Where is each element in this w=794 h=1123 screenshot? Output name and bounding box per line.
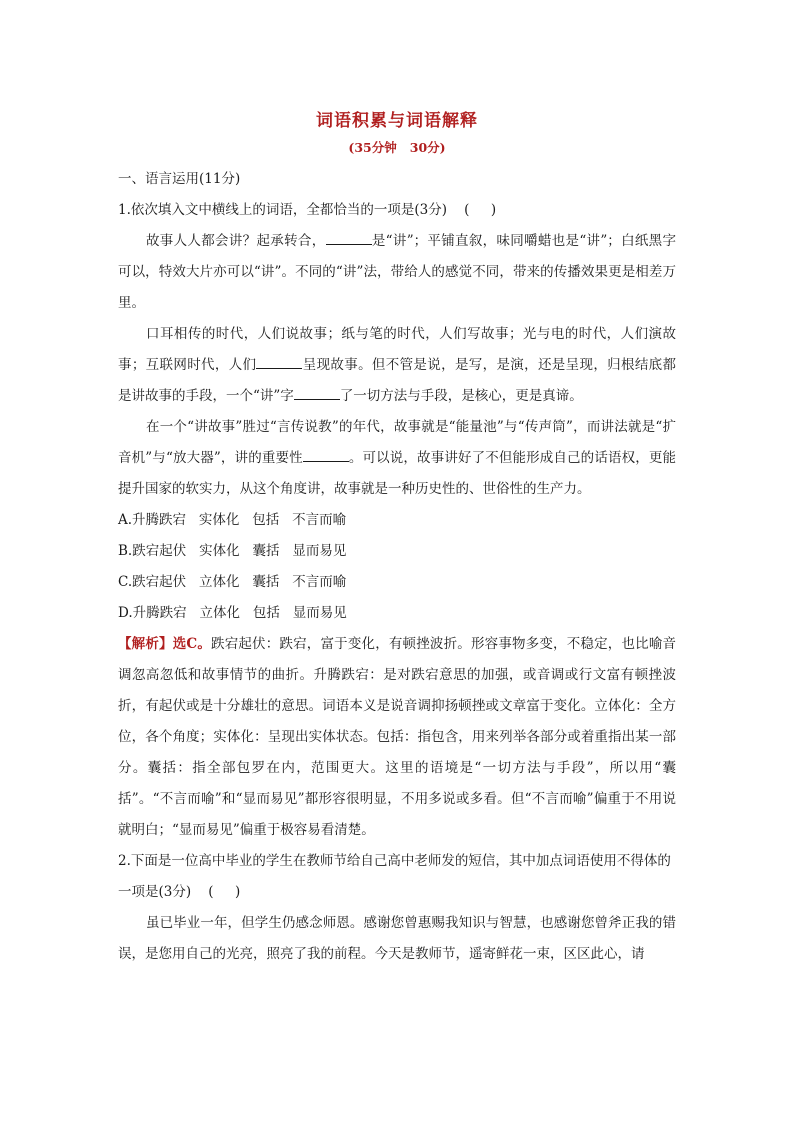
paragraph-text: 呈现故事。但不管是说，是写，是演，还是呈现，归根结底都是讲故事的手段，一个“讲”字	[118, 357, 677, 404]
fill-blank	[326, 230, 372, 245]
fill-blank	[256, 354, 302, 369]
paragraph-text: 了一切方法与手段，是核心，更是真谛。	[339, 388, 583, 404]
option-a: A.升腾跌宕 实体化 包括 不言而喻	[118, 512, 347, 528]
page-title: 词语积累与词语解释	[316, 111, 478, 131]
document-page	[118, 100, 676, 970]
paragraph-text: 。可以说，故事讲好了不但能形成自己的话语权，更能提升国家的软实力，从这个角度讲，故事就是一种历史性的、世俗性的生产力。	[118, 450, 676, 497]
analysis-tag: 【解析】选C。	[118, 636, 212, 652]
question-1-analysis	[118, 629, 676, 846]
analysis-text: 跌宕起伏：跌宕，富于变化，有顿挫波折。形容事物多变，不稳定，也比喻音调忽高忽低和故事情节的曲折。升腾跌宕：是对跌宕意思的加强，或音调或行文富有顿挫波折，有起伏或是十分雄壮的意思。词语本义是说音调抑扬顿挫或文章富于变化。立体化：全方位，各个角度；实体化：呈现出实体状态。包括：指包含，用来列举各部分或着重指出某一部分。囊括：指全部包罗在内，范围更大。这里的语境是“一切方法与手段”，所以用“囊括”。“不言而喻”和“显而易见”都形容很明显，不用多说或多看。但“不言而喻”偏重于不用说就明白；“显而易见”偏重于极容易看清楚。	[118, 636, 676, 838]
question-1-stem: 1.依次填入文中横线上的词语，全都恰当的一项是(3分) ( )	[118, 202, 497, 218]
paragraph-text: 口耳相传的时代，人们说故事；纸与笔的时代，人们写故事；光与电的时代，人们演故事；互联网时代，人们	[118, 326, 676, 373]
question-1-paragraph-2	[118, 319, 676, 412]
paragraph-text: 是“讲”；平铺直叙，味同嚼蜡也是“讲”；白纸黑字可以，特效大片亦可以“讲”。不同的“讲”法，带给人的感觉不同，带来的传播效果更是相差万里。	[118, 233, 676, 311]
paragraph-text: 在一个“讲故事”胜过“言传说教”的年代，故事就是“能量池”与“传声筒”，而讲法就是“扩音机”与“放大器”，讲的重要性	[118, 419, 676, 466]
fill-blank	[303, 447, 349, 462]
question-2-stem: 2.下面是一位高中毕业的学生在教师节给自己高中老师发的短信，其中加点词语使用不得体的一项是(3分) ( )	[118, 853, 671, 900]
fill-blank	[294, 385, 340, 400]
section-heading: 一、语言运用(11分)	[118, 171, 241, 187]
option-c: C.跌宕起伏 立体化 囊括 不言而喻	[118, 574, 347, 590]
paragraph-text: 故事人人都会讲？起承转合，	[146, 233, 326, 249]
question-1-paragraph-3	[118, 412, 676, 505]
question-1-paragraph-1	[118, 226, 676, 319]
page-subtitle: (35分钟 30分)	[348, 140, 446, 155]
question-2-paragraph-1: 虽已毕业一年，但学生仍感念师恩。感谢您曾惠赐我知识与智慧，也感谢您曾斧正我的错误，是您用自己的光亮，照亮了我的前程。今天是教师节，遥寄鲜花一束，区区此心，请	[118, 915, 676, 962]
option-b: B.跌宕起伏 实体化 囊括 显而易见	[118, 543, 347, 559]
option-d: D.升腾跌宕 立体化 包括 显而易见	[118, 605, 347, 621]
